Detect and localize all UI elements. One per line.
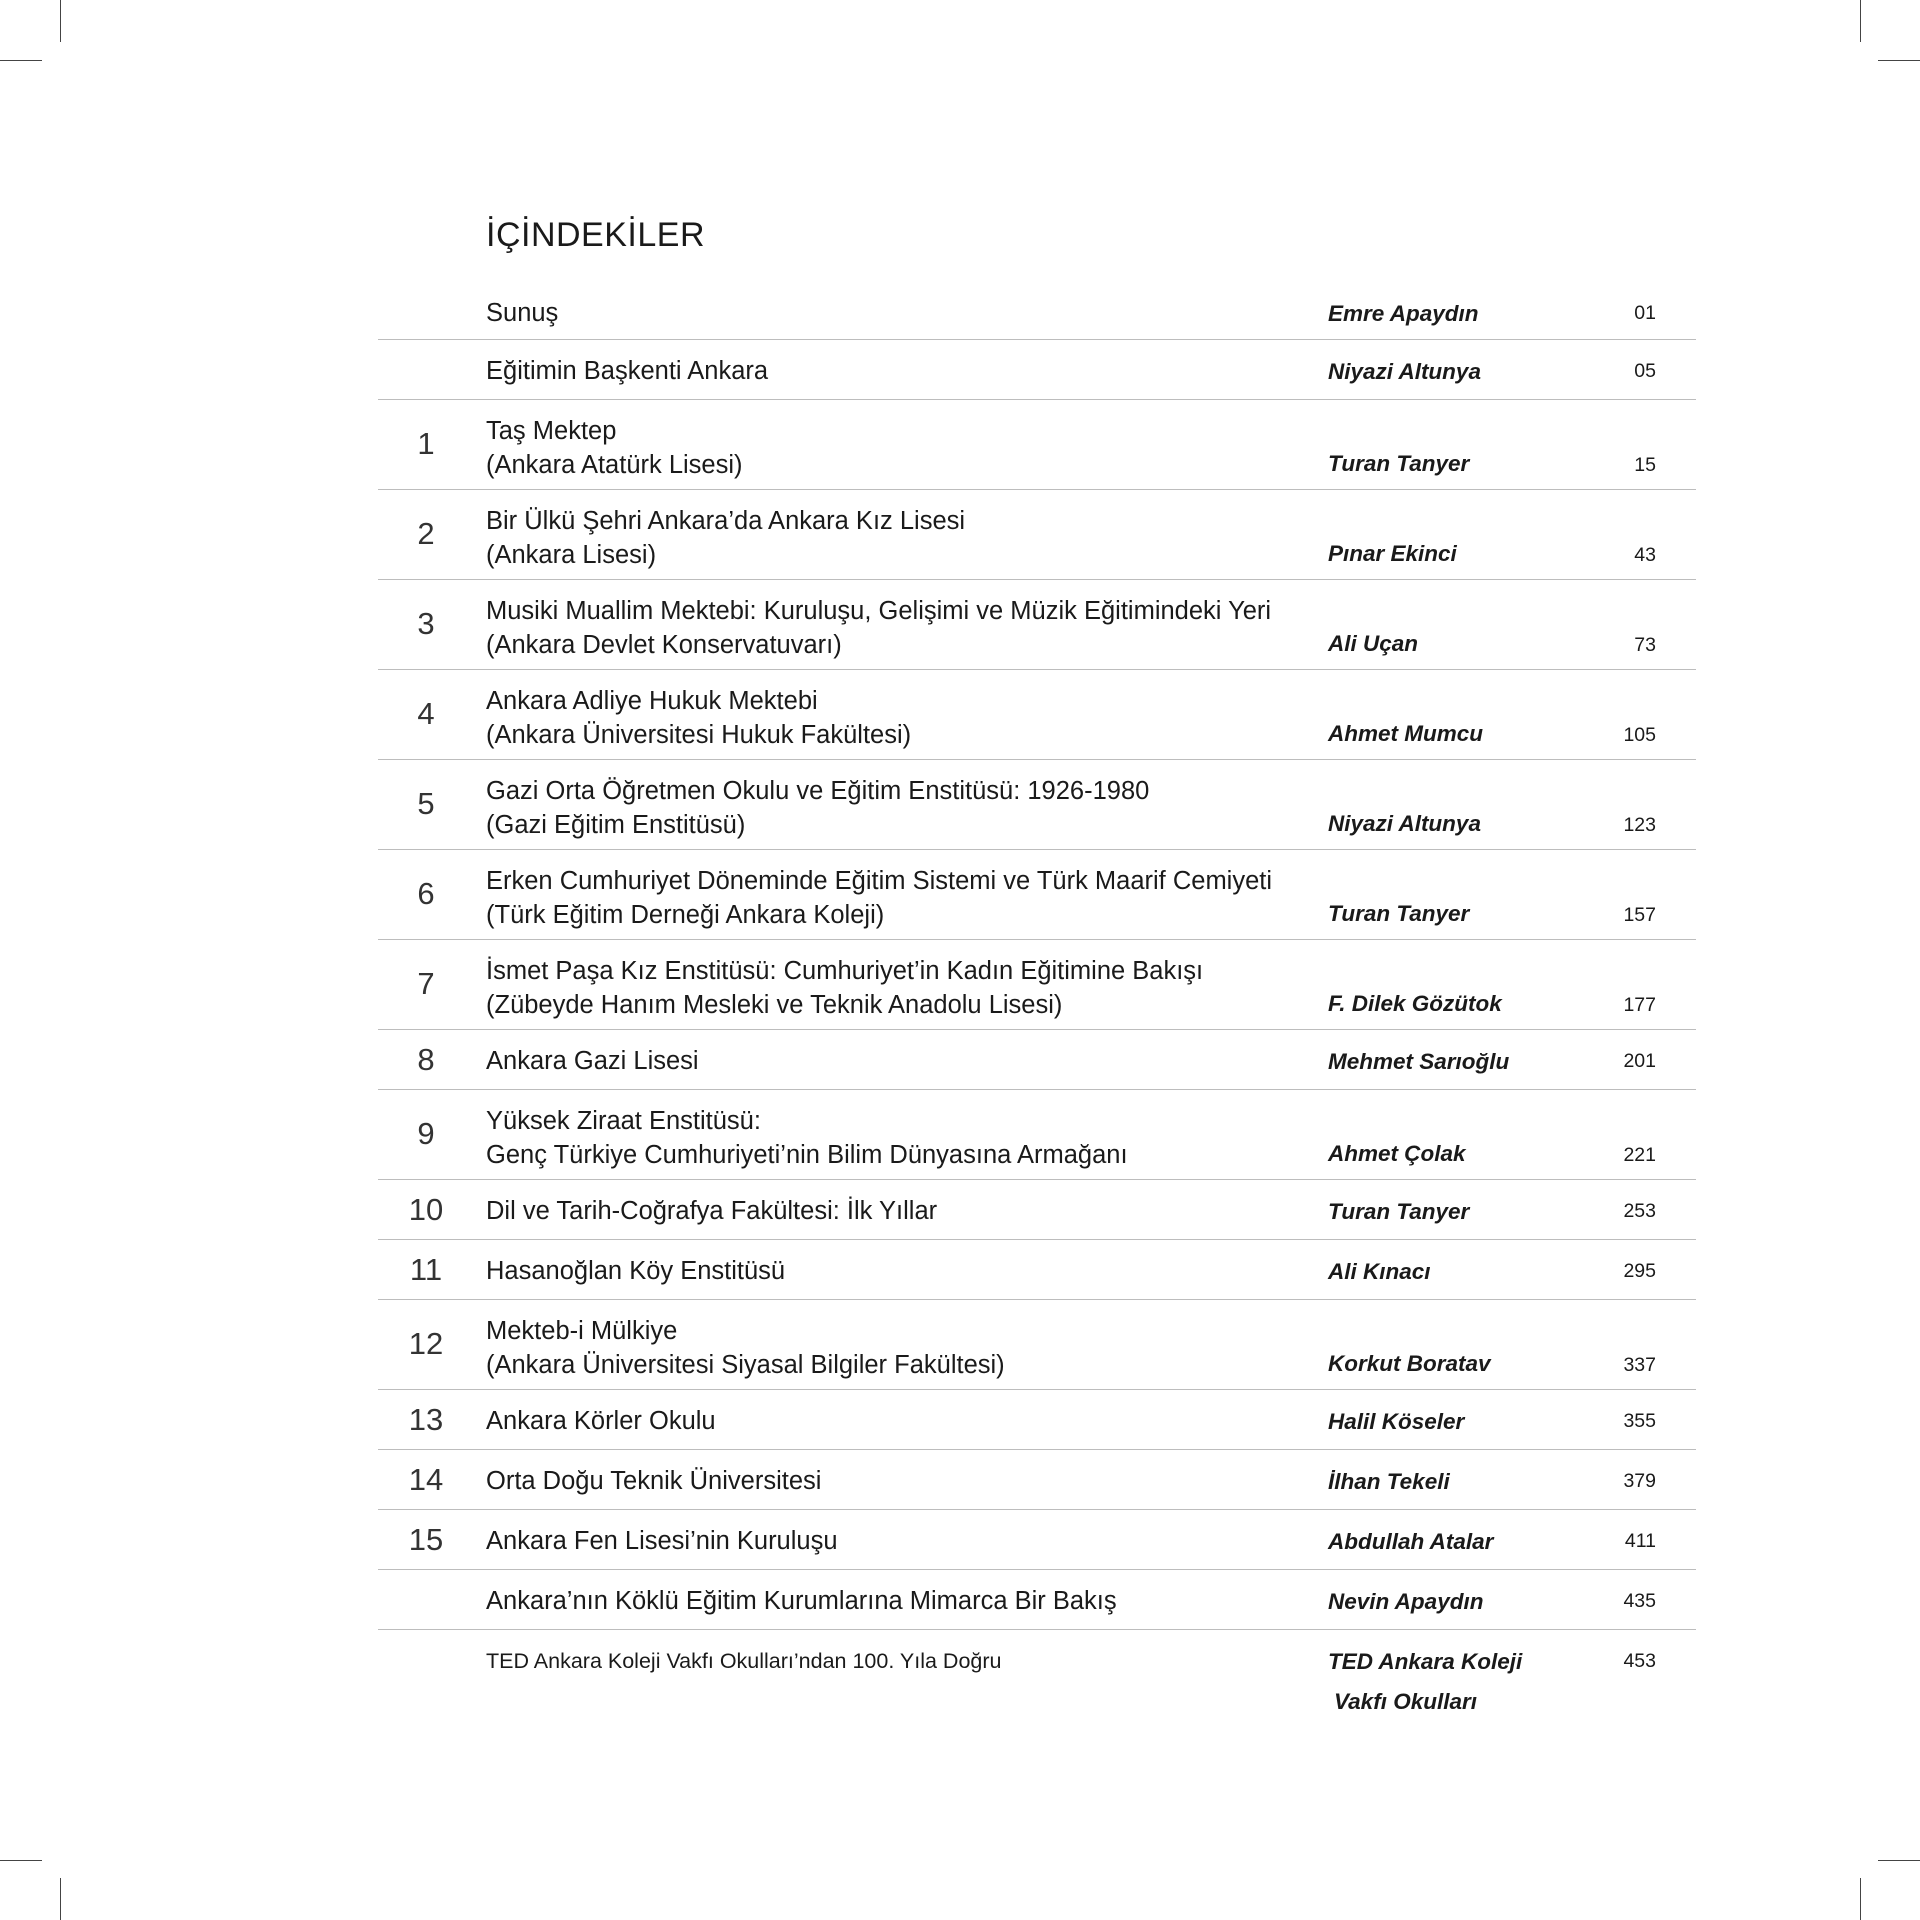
crop-mark [60,0,61,42]
chapter-title [486,684,911,752]
chapter-title [486,1314,1005,1382]
chapter-title [486,414,743,482]
chapter-author-line: Turan Tanyer [1328,1199,1470,1224]
chapter-author [1328,534,1457,574]
page-number: 73 [1634,634,1656,656]
chapter-title [486,1254,785,1288]
toc-row [378,1630,1696,1726]
chapter-title [486,1464,821,1498]
chapter-title-line: Gazi Orta Öğretmen Okulu ve Eğitim Enstitüsü: 1926-1980 [486,777,1150,805]
chapter-title-line: (Zübeyde Hanım Mesleki ve Teknik Anadolu Lisesi) [486,991,1063,1019]
page-number: 379 [1623,1470,1656,1492]
chapter-title [486,774,1149,842]
toc-row [378,760,1696,850]
chapter-author-line: Ahmet Çolak [1328,1141,1466,1166]
crop-mark [1860,1878,1861,1920]
chapter-number: 9 [417,1116,435,1151]
chapter-author-line: Ahmet Mumcu [1328,721,1484,746]
chapter-number: 13 [408,1402,444,1437]
chapter-author [1328,1462,1450,1502]
toc-row [378,1450,1696,1510]
chapter-author [1328,1642,1522,1722]
chapter-author-line: Nevin Apaydın [1328,1589,1484,1614]
chapter-author-line: Korkut Boratav [1328,1351,1491,1376]
toc-row [378,290,1696,340]
toc-row [378,1390,1696,1450]
chapter-title-line: (Gazi Eğitim Enstitüsü) [486,811,746,839]
page-number: 157 [1623,904,1656,926]
chapter-title [486,296,558,330]
chapter-title-line: (Türk Eğitim Derneği Ankara Koleji) [486,901,885,929]
chapter-author-line: Niyazi Altunya [1328,359,1481,384]
chapter-title [486,594,1271,662]
chapter-title-line: Bir Ülkü Şehri Ankara’da Ankara Kız Lisesi [486,507,966,535]
crop-mark [1878,60,1920,61]
chapter-title-line: TED Ankara Koleji Vakfı Okulları’ndan 100. Yıla Doğru [486,1649,1002,1673]
chapter-number: 15 [408,1522,444,1557]
chapter-author [1328,894,1469,934]
chapter-author-line: TED Ankara Koleji [1328,1649,1523,1674]
chapter-title-line: Hasanoğlan Köy Enstitüsü [486,1257,786,1285]
chapter-author-line: Emre Apaydın [1328,301,1479,326]
chapter-number: 4 [417,696,435,731]
chapter-title-line: Ankara Gazi Lisesi [486,1047,699,1075]
chapter-title-line: (Ankara Atatürk Lisesi) [486,451,743,479]
crop-mark [1878,1860,1920,1861]
chapter-author-line: Pınar Ekinci [1328,541,1457,566]
chapter-author-line: Halil Köseler [1328,1409,1465,1434]
chapter-title-line: Yüksek Ziraat Enstitüsü: [486,1107,761,1135]
chapter-author [1328,294,1478,334]
chapter-number: 12 [408,1326,444,1361]
chapter-title-line: Taş Mektep [486,417,617,445]
chapter-number: 3 [417,606,435,641]
chapter-title-line: İsmet Paşa Kız Enstitüsü: Cumhuriyet’in Kadın Eğitimine Bakışı [486,957,1204,985]
page-number: 295 [1623,1260,1656,1282]
chapter-author-line: Niyazi Altunya [1328,811,1481,836]
chapter-number: 7 [417,966,435,1001]
page-number: 01 [1634,302,1656,324]
chapter-title [486,1044,699,1078]
chapter-title-line: Ankara Adliye Hukuk Mektebi [486,687,818,715]
chapter-author [1328,1402,1464,1442]
toc-row [378,670,1696,760]
page-number: 177 [1623,994,1656,1016]
toc-row [378,1030,1696,1090]
chapter-title [486,1404,716,1438]
chapter-author [1328,714,1483,754]
chapter-number: 14 [408,1462,444,1497]
chapter-title [486,1524,838,1558]
chapter-title [486,504,965,572]
chapter-title [486,354,768,388]
crop-mark [60,1878,61,1920]
toc-row [378,940,1696,1030]
toc-row [378,400,1696,490]
crop-mark [0,1860,42,1861]
chapter-number: 10 [408,1192,444,1227]
page-number: 105 [1623,724,1656,746]
chapter-title-line: (Ankara Üniversitesi Siyasal Bilgiler Fakültesi) [486,1351,1005,1379]
chapter-title-line: Ankara Fen Lisesi’nin Kuruluşu [486,1527,838,1555]
toc-row [378,1090,1696,1180]
toc-row [378,1180,1696,1240]
chapter-title [486,1194,937,1228]
page-number: 43 [1634,544,1656,566]
toc-row [378,580,1696,670]
page-number: 337 [1623,1354,1656,1376]
chapter-author [1328,804,1481,844]
chapter-title-line: Dil ve Tarih-Coğrafya Fakültesi: İlk Yıllar [486,1197,938,1225]
chapter-title [486,864,1272,932]
chapter-number: 1 [417,426,435,461]
page-number: 221 [1623,1144,1656,1166]
chapter-title-line: Orta Doğu Teknik Üniversitesi [486,1467,822,1495]
chapter-title-line: (Ankara Üniversitesi Hukuk Fakültesi) [486,721,912,749]
chapter-title-line: Genç Türkiye Cumhuriyeti’nin Bilim Dünyasına Armağanı [486,1141,1128,1169]
chapter-author-line: Abdullah Atalar [1328,1529,1494,1554]
page-number: 15 [1634,454,1656,476]
chapter-author-line: Ali Kınacı [1328,1259,1431,1284]
chapter-number: 5 [417,786,435,821]
chapter-title-line: Ankara’nın Köklü Eğitim Kurumlarına Mimarca Bir Bakış [486,1587,1117,1615]
chapter-title-line: Ankara Körler Okulu [486,1407,716,1435]
chapter-author-line: F. Dilek Gözütok [1328,991,1502,1016]
chapter-author [1328,1582,1483,1622]
toc-row [378,1570,1696,1630]
chapter-title-line: Musiki Muallim Mektebi: Kuruluşu, Gelişimi ve Müzik Eğitimindeki Yeri [486,597,1272,625]
page-number: 435 [1623,1590,1656,1612]
chapter-title-line: Sunuş [486,299,559,327]
chapter-author [1328,1192,1469,1232]
chapter-author-line: Mehmet Sarıoğlu [1328,1049,1510,1074]
toc-row [378,490,1696,580]
chapter-title-line: (Ankara Lisesi) [486,541,657,569]
toc-row [378,1300,1696,1390]
chapter-author-line: Ali Uçan [1328,631,1419,656]
chapter-number: 8 [417,1042,435,1077]
chapter-title [486,1584,1117,1618]
chapter-title-line: Eğitimin Başkenti Ankara [486,357,769,385]
chapter-number: 6 [417,876,435,911]
toc-row [378,1240,1696,1300]
crop-mark [1860,0,1861,42]
chapter-title-line: Erken Cumhuriyet Döneminde Eğitim Sistemi ve Türk Maarif Cemiyeti [486,867,1273,895]
page-number: 411 [1624,1530,1656,1552]
page-number: 453 [1623,1650,1656,1672]
chapter-title [486,954,1203,1022]
chapter-author [1328,1344,1491,1384]
chapter-number: 2 [417,516,435,551]
chapter-author-line: Vakfı Okulları [1334,1689,1477,1714]
chapter-title-line: (Ankara Devlet Konservatuvarı) [486,631,842,659]
chapter-title-line: Mekteb-i Mülkiye [486,1317,678,1345]
toc-row [378,850,1696,940]
chapter-author [1328,624,1418,664]
chapter-author-line: İlhan Tekeli [1328,1469,1450,1494]
table-of-contents [378,290,1696,1726]
toc-row [378,340,1696,400]
page-title: İÇİNDEKİLER [486,216,705,254]
chapter-author [1328,984,1502,1024]
page-number: 123 [1623,814,1656,836]
chapter-title [486,1644,1001,1678]
chapter-author-line: Turan Tanyer [1328,901,1470,926]
chapter-author [1328,1522,1493,1562]
chapter-title [486,1104,1128,1172]
chapter-author-line: Turan Tanyer [1328,451,1470,476]
crop-mark [0,60,42,61]
chapter-number: 11 [409,1252,443,1287]
page-number: 05 [1634,360,1656,382]
page-number: 201 [1623,1050,1656,1072]
chapter-author [1328,444,1469,484]
toc-row [378,1510,1696,1570]
chapter-author [1328,1042,1509,1082]
page-number: 355 [1623,1410,1656,1432]
chapter-author [1328,1252,1431,1292]
page-number: 253 [1623,1200,1656,1222]
chapter-author [1328,1134,1466,1174]
chapter-author [1328,352,1481,392]
